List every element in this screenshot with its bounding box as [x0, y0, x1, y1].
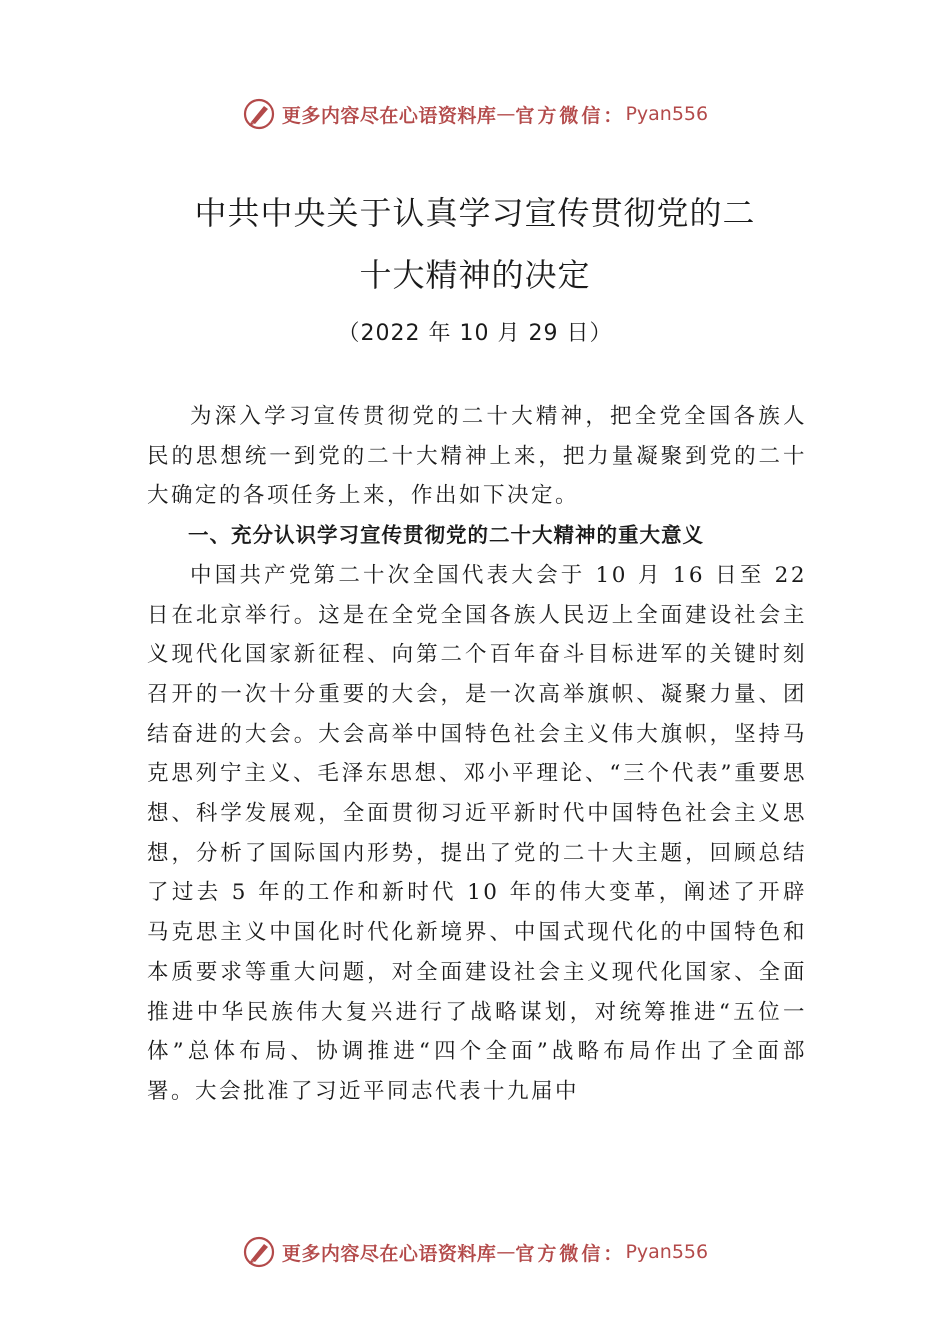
- document-body: [147, 397, 807, 1112]
- watermark-wechat-id: Pyan556: [625, 1241, 709, 1263]
- watermark-separator: —: [496, 1241, 516, 1263]
- watermark-site-text: 更多内容尽在心语资料库: [281, 1242, 497, 1265]
- header-watermark: [0, 94, 950, 134]
- document-date: （2022 年 10 月 29 日）: [337, 321, 613, 346]
- watermark-wechat-label: 官方微信：: [515, 104, 626, 127]
- watermark-separator: —: [496, 103, 516, 125]
- footer-watermark: [0, 1232, 950, 1272]
- pen-logo-icon: [242, 97, 276, 131]
- document-title-line1: 中共中央关于认真学习宣传贯彻党的二: [194, 194, 756, 232]
- document-title-line2: 十大精神的决定: [359, 256, 591, 294]
- pen-logo-icon: [242, 1235, 276, 1269]
- watermark-site-text: 更多内容尽在心语资料库: [281, 104, 497, 127]
- section-heading: 一、充分认识学习宣传贯彻党的二十大精神的重大意义: [188, 523, 704, 548]
- watermark-wechat-id: Pyan556: [625, 103, 709, 125]
- body-paragraph: 中国共产党第二十次全国代表大会于 10 月 16 日至 22 日在北京举行。这是在全党全国各族人民迈上全面建设社会主义现代化国家新征程、向第二个百年奋斗目标进军的关键时刻召开的一次十分重要的大会，是一次高举旗帜、凝聚力量、团结奋进的大会。大会高举中国特色社会主义伟大旗帜，坚持马克思列宁主义、毛泽东思想、邓小平理论、“三个代表”重要思想、科学发展观，全面贯彻习近平新时代中国特色社会主义思想，分析了国际国内形势，提出了党的二十大主题，回顾总结了过去 5 年的工作和新时代 10 年的伟大变革，阐述了开辟马克思主义中国化时代化新境界、中国式现代化的中国特色和本质要求等重大问题，对全面建设社会主义现代化国家、全面推进中华民族伟大复兴进行了战略谋划，对统筹推进“五位一体”总体布局、协调推进“四个全面”战略布局作出了全面部署。大会批准了习近平同志代表十九届中: [147, 562, 807, 1104]
- intro-paragraph: 为深入学习宣传贯彻党的二十大精神，把全党全国各族人民的思想统一到党的二十大精神上来，把力量凝聚到党的二十大确定的各项任务上来，作出如下决定。: [147, 404, 807, 509]
- watermark-wechat-label: 官方微信：: [515, 1242, 626, 1265]
